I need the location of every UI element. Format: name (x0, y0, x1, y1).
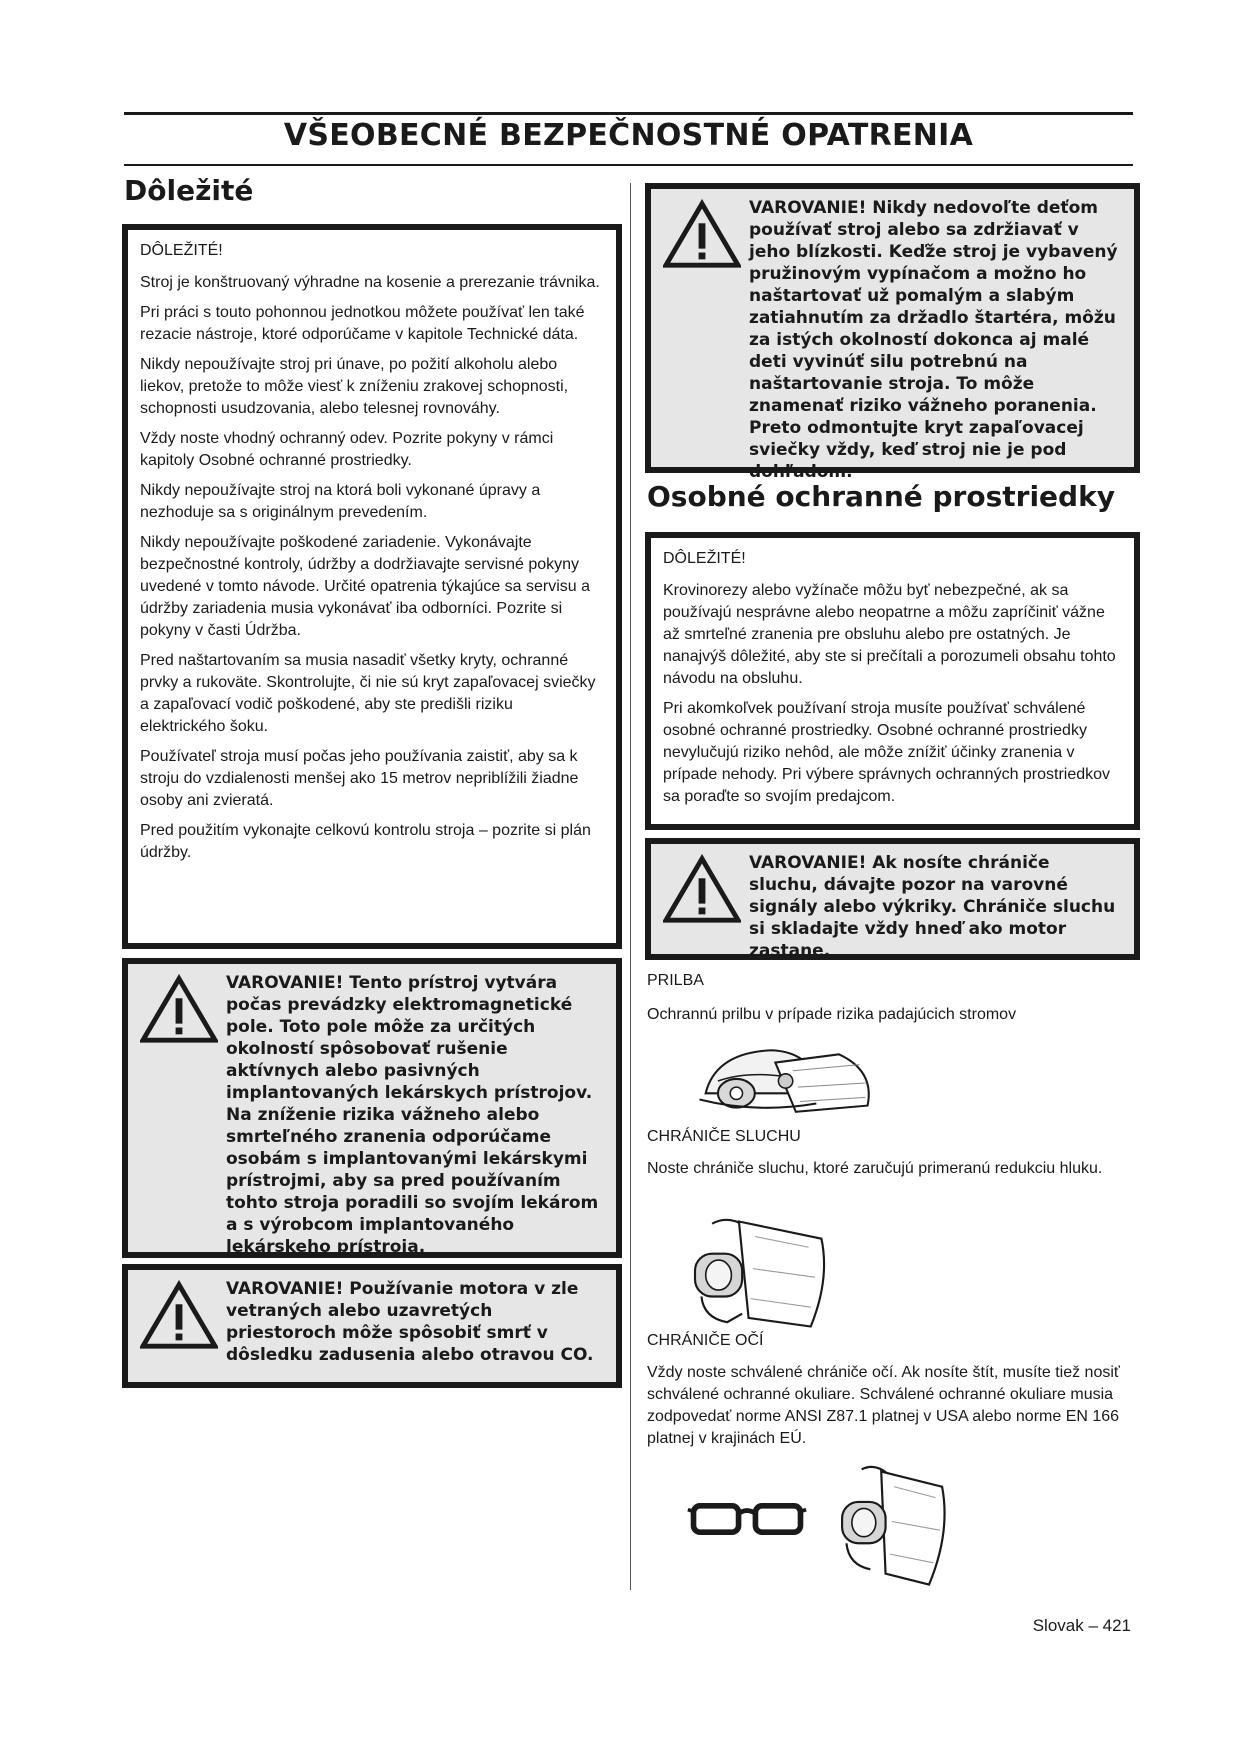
section-heading-important: Dôležité (124, 174, 254, 207)
hearing-text: Noste chrániče sluchu, ktoré zaručujú primeranú redukciu hluku. (647, 1160, 1103, 1177)
important-paragraph: Nikdy nepoužívajte poškodené zariadenie. Vykonávajte bezpečnostné kontroly, údržby a dodržiavajte servisné pokyny uvedené v tomto návode. Určité opatrenia týkajúce sa servisu a údržby zariadenia musia vykonávať iba odborníci. Pozrite si pokyny v časti Údržba. (140, 534, 591, 639)
helmet-illustration-icon (685, 1040, 880, 1122)
important-paragraph: Pred naštartovaním sa musia nasadiť všetky kryty, ochranné prvky a rukoväte. Skontrolujte, či nie sú kryt zapaľovacej sviečky a zapaľovací vodič poškodené, aby ste predišli riziku elektrického šoku. (140, 652, 596, 735)
important-paragraph: Nikdy nepoužívajte stroj na ktorá boli vykonané úpravy a nezhoduje sa s originálnym prevedením. (140, 482, 541, 521)
warning-text-co: VAROVANIE! Používanie motora v zle vetraných alebo uzavretých priestoroch môže spôsobiť smrť v dôsledku zadusenia alebo otravou CO. (226, 1279, 594, 1365)
warning-triangle-icon (663, 854, 741, 924)
important-box (122, 224, 622, 949)
page-title: VŠEOBECNÉ BEZPEČNOSTNÉ OPATRENIA (283, 118, 974, 153)
warning-box-hearing (645, 838, 1140, 960)
important-paragraph: Pred použitím vykonajte celkovú kontrolu stroja – pozrite si plán údržby. (140, 822, 591, 861)
important-label: DÔLEŽITÉ! (663, 550, 746, 567)
helmet-text: Ochrannú prilbu v prípade rizika padajúcich stromov (647, 1006, 1017, 1023)
warning-triangle-icon (140, 974, 218, 1044)
face-shield-illustration-icon (830, 1465, 952, 1590)
hearing-protector-illustration-icon (680, 1215, 830, 1333)
page-number: Slovak – 421 (1032, 1616, 1131, 1635)
important-paragraph: Pri práci s touto pohonnou jednotkou môžete používať len také rezacie nástroje, ktoré odporúčame v kapitole Technické dáta. (140, 304, 585, 343)
warning-triangle-icon (140, 1280, 218, 1350)
warning-triangle-icon (663, 199, 741, 269)
important-label: DÔLEŽITÉ! (140, 242, 223, 259)
eye-protection-title: CHRÁNIČE OČÍ (647, 1332, 764, 1349)
important-paragraph: Vždy noste vhodný ochranný odev. Pozrite pokyny v rámci kapitoly Osobné ochranné prostriedky. (140, 430, 554, 469)
important-paragraph: Krovinorezy alebo vyžínače môžu byť nebezpečné, ak sa používajú nesprávne alebo neopatrne a môžu zapríčiniť vážne až smrteľné zranenia pre obsluhu alebo pre ostatných. Je nanajvýš dôležité, aby ste si prečítali a porozumeli obsahu tohto návodu na obsluhu. (663, 582, 1116, 687)
top-rule (124, 112, 1133, 115)
important-paragraph: Používateľ stroja musí počas jeho používania zaistiť, aby sa k stroju do vzdialenosti menšej ako 15 metrov nepriblížili žiadne osoby ani zvieratá. (140, 748, 579, 809)
warning-text-children: VAROVANIE! Nikdy nedovoľte deťom používať stroj alebo sa zdržiavať v jeho blízkosti. Keďže stroj je vybavený pružinovým vypínačom a možno ho naštartovať už pomalým a slabým zatiahnutím za držadlo štartéra, môžu za istých okolností dokonca aj malé deti vyvinúť silu potrebnú na naštartovanie stroja. To môže znamenať riziko vážneho poranenia. Preto odmontujte kryt zapaľovacej sviečky vždy, keď stroj nie je pod dohľadom. (749, 198, 1118, 482)
warning-box-co (122, 1264, 622, 1388)
title-underline (124, 164, 1133, 166)
section-heading-ppe: Osobné ochranné prostriedky (647, 480, 1115, 513)
warning-box-emf (122, 958, 622, 1258)
hearing-title: CHRÁNIČE SLUCHU (647, 1128, 801, 1145)
safety-glasses-icon (686, 1500, 808, 1538)
ppe-important-box (645, 532, 1140, 830)
eye-protection-text: Vždy noste schválené chrániče očí. Ak nosíte štít, musíte tiež nosiť schválené ochranné okuliare. Schválené ochranné okuliare musia zodpovedať norme ANSI Z87.1 platnej v USA alebo norme EN 166 platnej v krajinách EÚ. (647, 1364, 1120, 1447)
important-paragraph: Pri akomkoľvek používaní stroja musíte používať schválené osobné ochranné prostriedky. Osobné ochranné prostriedky nevylučujú riziko nehôd, ale môže znížiť účinky zranenia v prípade nehody. Pri výbere správnych ochranných prostriedkov sa poraďte so svojím predajcom. (663, 700, 1111, 805)
warning-text-hearing: VAROVANIE! Ak nosíte chrániče sluchu, dávajte pozor na varovné signály alebo výkriky. Chrániče sluchu si skladajte vždy hneď ako motor zastane. (749, 853, 1116, 961)
important-paragraph: Stroj je konštruovaný výhradne na kosenie a prerezanie trávnika. (140, 274, 600, 291)
important-paragraph: Nikdy nepoužívajte stroj pri únave, po požití alkoholu alebo liekov, pretože to môže viesť k zníženiu zrakovej schopnosti, schopnosti usudzovania, alebo telesnej rovnováhy. (140, 356, 569, 417)
helmet-title: PRILBA (647, 972, 704, 989)
warning-text-emf: VAROVANIE! Tento prístroj vytvára počas prevádzky elektromagnetické pole. Toto pole môže za určitých okolností spôsobovať rušenie aktívnych alebo pasivných implantovaných lekárskych prístrojov. Na zníženie rizika vážneho alebo smrteľného zranenia odporúčame osobám s implantovanými lekárskymi prístrojmi, aby sa pred používaním tohto stroja poradili so svojím lekárom a s výrobcom implantovaného lekárskeho prístroja. (226, 973, 599, 1257)
column-divider (630, 183, 631, 1590)
warning-box-children (645, 183, 1140, 482)
